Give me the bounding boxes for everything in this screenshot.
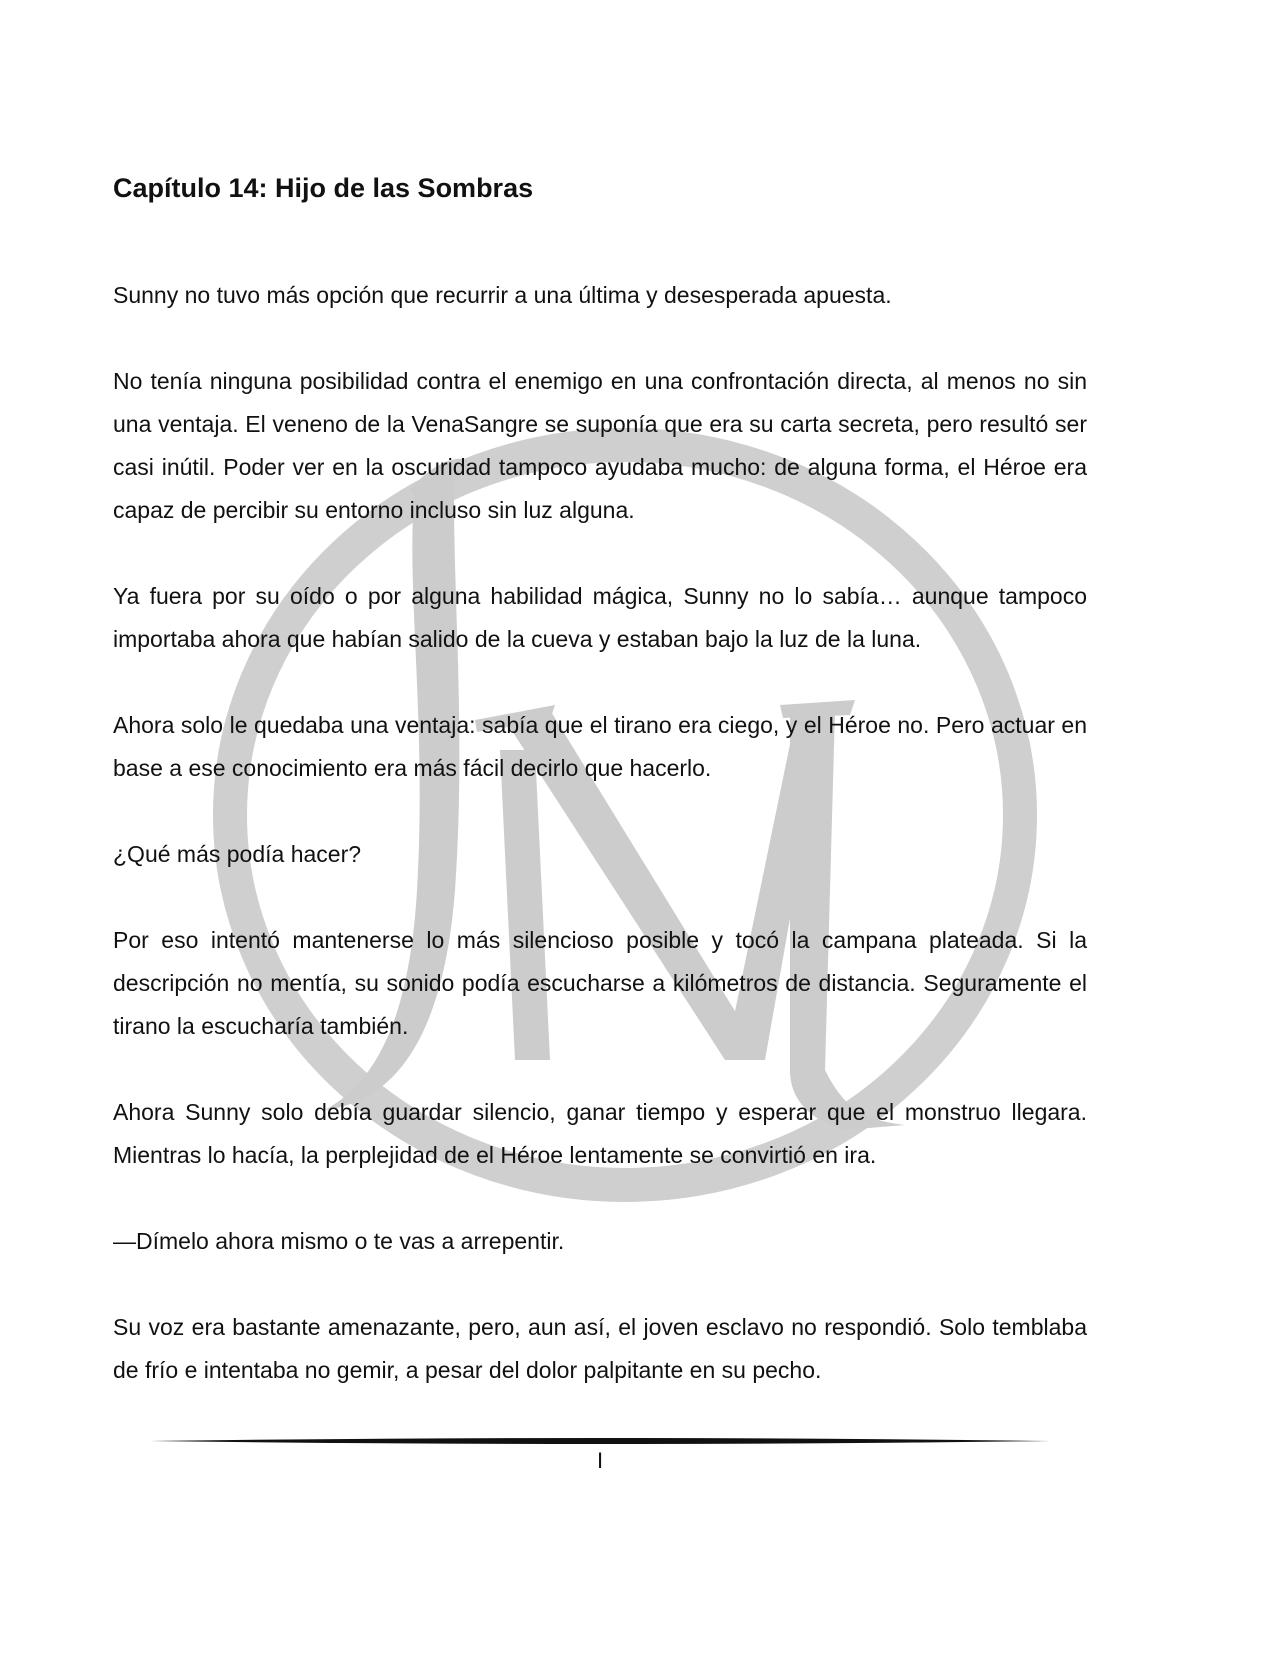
chapter-title: Capítulo 14: Hijo de las Sombras xyxy=(113,173,534,203)
paragraph: Su voz era bastante amenazante, pero, aun así, el joven esclavo no respondió. Solo temblaba de frío e intentaba no gemir, a pesar del dolor palpitante en su pecho. xyxy=(113,1314,1087,1383)
paragraph: Ya fuera por su oído o por alguna habilidad mágica, Sunny no lo sabía… aunque tampoco importaba ahora que habían salido de la cueva y estaban bajo la luz de la luna. xyxy=(113,583,1087,652)
page-number: I xyxy=(596,1448,604,1473)
paragraph: Ahora Sunny solo debía guardar silencio, ganar tiempo y esperar que el monstruo llegara. Mientras lo hacía, la perplejidad de el Héroe lentamente se convirtió en ira. xyxy=(113,1099,1087,1168)
paragraph: —Dímelo ahora mismo o te vas a arrepentir. xyxy=(113,1228,565,1254)
paragraph: Ahora solo le quedaba una ventaja: sabía que el tirano era ciego, y el Héroe no. Pero actuar en base a ese conocimiento era más fácil decirlo que hacerlo. xyxy=(113,712,1087,781)
paragraph: No tenía ninguna posibilidad contra el enemigo en una confrontación directa, al menos no sin una ventaja. El veneno de la VenaSangre se suponía que era su carta secreta, pero resultó ser casi inútil. Poder ver en la oscuridad tampoco ayudaba mucho: de alguna forma, el Héroe era capaz de percibir su entorno incluso sin luz alguna. xyxy=(113,368,1087,523)
page-body xyxy=(113,170,1087,1435)
paragraph: Por eso intentó mantenerse lo más silencioso posible y tocó la campana plateada. Si la descripción no mentía, su sonido podía escucharse a kilómetros de distancia. Seguramente el tirano la escucharía también. xyxy=(113,927,1087,1039)
paragraph: Sunny no tuvo más opción que recurrir a una última y desesperada apuesta. xyxy=(113,282,892,308)
paragraph: ¿Qué más podía hacer? xyxy=(113,841,362,867)
footer-divider xyxy=(150,1437,1050,1445)
